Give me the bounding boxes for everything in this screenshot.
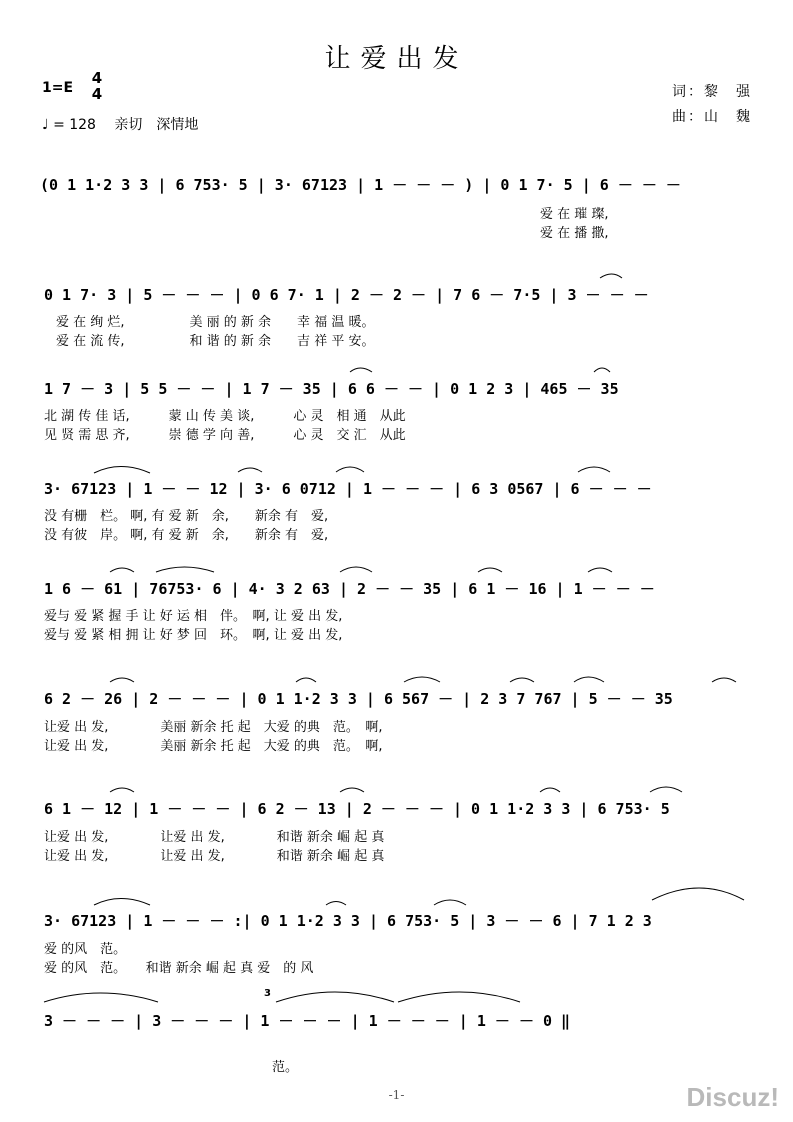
slur-mark: [650, 787, 682, 792]
slur-mark: [94, 899, 150, 906]
slur-mark: [434, 900, 466, 905]
system-4-notes: 3· 67123 | 1 － － 12 | 3· 6 0712 | 1 － － － | 6 3 0567 | 6 － － －: [44, 480, 652, 498]
key-signature: 1=E: [42, 80, 74, 96]
system-7-lyrics-verse2: 让爱 出 发, 让爱 出 发, 和谐 新余 崛 起 真: [44, 849, 385, 864]
slur-mark: [350, 368, 372, 372]
slur-mark: [94, 467, 150, 474]
system-3-notes: 1 7 － 3 | 5 5 － － | 1 7 － 35 | 6 6 － － | 0 1 2 3 | 465 － 35: [44, 380, 619, 398]
time-signature-top: 4: [91, 69, 103, 87]
slur-mark: [574, 677, 604, 682]
expression-mark: 亲切 深情地: [114, 117, 199, 133]
lyricist-credit: 词：黎 强: [672, 84, 752, 100]
slur-mark: [510, 678, 534, 682]
system-2-notes: 0 1 7· 3 | 5 － － － | 0 6 7· 1 | 2 － 2 － | 7 6 － 7·5 | 3 － － －: [44, 286, 649, 304]
time-signature-bottom: 4: [91, 85, 103, 103]
system-1-notes: (0 1 1·2 3 3 | 6 753· 5 | 3· 67123 | 1 － － － ) | 0 1 7· 5 | 6 － － －: [40, 176, 681, 194]
slur-mark: [652, 888, 744, 900]
page-number: -1-: [388, 1088, 405, 1102]
system-9-lyrics: 范。: [272, 1060, 299, 1075]
system-7-lyrics-verse1: 让爱 出 发, 让爱 出 发, 和谐 新余 崛 起 真: [44, 830, 385, 845]
system-8-lyrics-verse2: 爱 的风 范。 和谐 新余 崛 起 真 爱 的 风: [44, 961, 314, 976]
system-3-lyrics-verse1: 北 湖 传 佳 话, 蒙 山 传 美 谈, 心 灵 相 通 从此: [44, 409, 406, 424]
slur-mark: [296, 678, 316, 682]
quarter-note-icon: ♩: [42, 117, 49, 133]
slur-mark: [478, 568, 502, 572]
slur-mark: [340, 788, 364, 792]
slur-mark: [594, 368, 610, 372]
slur-mark: [588, 568, 612, 572]
system-6-lyrics-verse1: 让爱 出 发, 美丽 新余 托 起 大爱 的典 范。 啊,: [44, 720, 383, 735]
slur-mark: [336, 467, 364, 472]
system-8-lyrics-verse1: 爱 的风 范。: [44, 942, 127, 957]
system-7-notes: 6 1 － 12 | 1 － － － | 6 2 － 13 | 2 － － － | 0 1 1·2 3 3 | 6 753· 5: [44, 800, 670, 818]
system-5-lyrics-verse2: 爱与 爱 紧 相 拥 让 好 梦 回 环。 啊, 让 爱 出 发,: [44, 628, 343, 643]
slur-mark: [238, 468, 262, 472]
system-6-lyrics-verse2: 让爱 出 发, 美丽 新余 托 起 大爱 的典 范。 啊,: [44, 739, 383, 754]
system-4-lyrics-verse2: 没 有彼 岸。 啊, 有 爱 新 余, 新余 有 爱,: [44, 528, 329, 543]
slur-mark: [110, 568, 134, 572]
slur-mark: [578, 467, 610, 472]
system-2-lyrics-verse1: 爱 在 绚 烂, 美 丽 的 新 余 幸 福 温 暖。: [56, 315, 375, 330]
system-2-lyrics-verse2: 爱 在 流 传, 和 谐 的 新 余 吉 祥 平 安。: [56, 334, 375, 349]
tempo-value: = 128: [53, 117, 96, 133]
system-6-notes: 6 2 － 26 | 2 － － － | 0 1 1·2 3 3 | 6 567 － | 2 3 7 767 | 5 － － 35: [44, 690, 673, 708]
system-4-lyrics-verse1: 没 有栅 栏。 啊, 有 爱 新 余, 新余 有 爱,: [44, 509, 329, 524]
system-1-lyrics-verse1: 爱 在 璀 璨,: [540, 207, 609, 222]
system-9-notes: 3 － － － | 3 － － － | 1 － － － | 1 － － － | 1 － － 0 ‖: [44, 1012, 571, 1030]
slur-mark: [110, 788, 134, 792]
slur-mark: [404, 677, 440, 682]
slur-mark: [276, 992, 394, 1002]
slur-mark: [326, 902, 346, 906]
system-5-lyrics-verse1: 爱与 爱 紧 握 手 让 好 运 相 伴。 啊, 让 爱 出 发,: [44, 609, 343, 624]
system-8-notes: 3· 67123 | 1 － － － :| 0 1 1·2 3 3 | 6 753· 5 | 3 － － 6 | 7 1 2 3: [44, 912, 652, 930]
slur-mark: [540, 788, 560, 792]
system-5-notes: 1 6 － 61 | 76753· 6 | 4· 3 2 63 | 2 － － 35 | 6 1 － 16 | 1 － － －: [44, 580, 655, 598]
slur-mark: [110, 678, 134, 682]
slur-mark: [340, 567, 372, 572]
slur-mark: [44, 993, 158, 1002]
slur-mark: [712, 678, 736, 682]
slur-mark: [156, 567, 214, 572]
system-1-lyrics-verse2: 爱 在 播 撒,: [540, 226, 609, 241]
discuz-watermark-logo: Discuz!: [686, 1082, 779, 1112]
triplet-mark: 3: [264, 988, 271, 999]
composer-credit: 曲：山 魏: [672, 109, 752, 125]
slur-mark: [398, 992, 520, 1002]
song-title: 让爱出发: [324, 44, 469, 74]
system-3-lyrics-verse2: 见 贤 需 思 齐, 崇 德 学 向 善, 心 灵 交 汇 从此: [44, 428, 406, 443]
slur-mark: [600, 274, 622, 278]
